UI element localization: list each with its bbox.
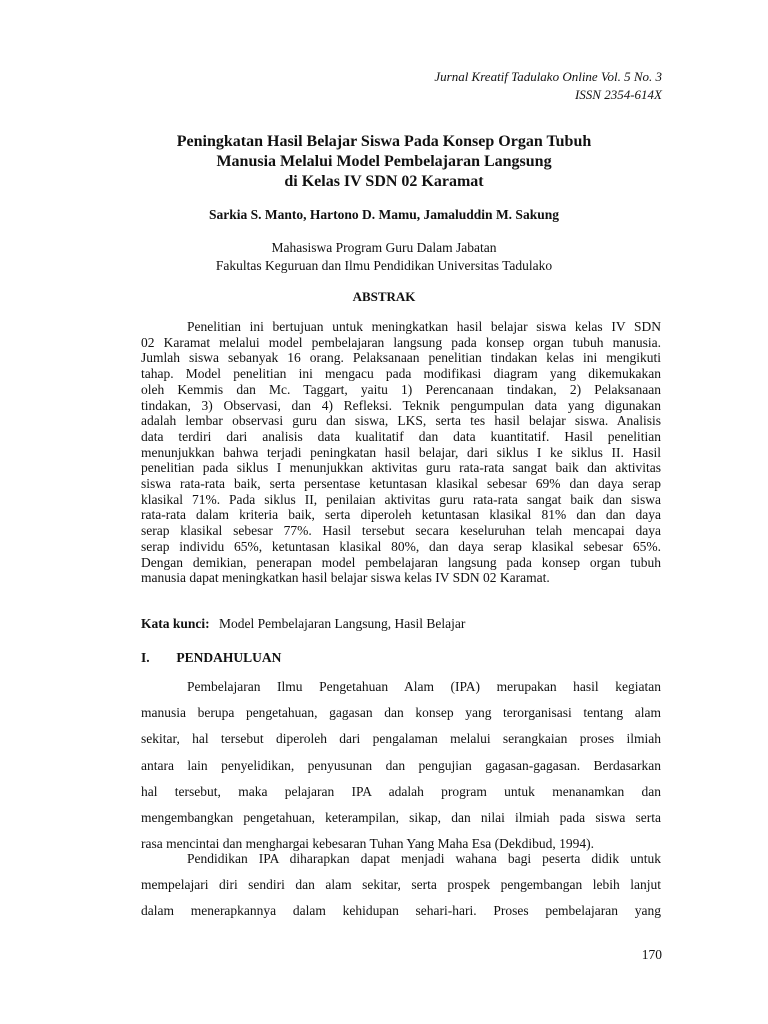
abstract-line: Dengan demikian, penerapan model pembelajaran langsung pada konsep organ tubuh bbox=[141, 554, 661, 570]
abstract-line: data terdiri dari analisis data kualitatif dan data kuantitatif. Hasil penelitian bbox=[141, 428, 661, 444]
paragraph-line: mempelajari diri sendiri dan alam sekitar, serta prospek pengembangan lebih lanjut bbox=[141, 877, 661, 893]
abstract-line: manusia dapat meningkatkan hasil belajar siswa kelas IV SDN 02 Karamat. bbox=[141, 570, 550, 586]
abstract-heading: ABSTRAK bbox=[352, 289, 416, 304]
abstract-line: penelitian pada siklus I menunjukkan aktivitas guru rata-rata sangat baik dan aktivitas bbox=[141, 460, 661, 476]
abstract-body bbox=[141, 319, 661, 586]
title-line-2: Manusia Melalui Model Pembelajaran Langsung bbox=[216, 153, 552, 170]
section-title: PENDAHULUAN bbox=[176, 650, 282, 665]
journal-issn: ISSN 2354-614X bbox=[574, 87, 662, 102]
abstract-line: Jumlah siswa sebanyak 16 orang. Pelaksanaan penelitian tindakan kelas ini mengikuti bbox=[141, 350, 661, 366]
keywords-value: Model Pembelajaran Langsung, Hasil Belajar bbox=[219, 616, 466, 631]
paragraph-line: Pendidikan IPA diharapkan dapat menjadi wahana bagi peserta didik untuk bbox=[187, 851, 661, 866]
affiliation-line-1: Mahasiswa Program Guru Dalam Jabatan bbox=[271, 240, 497, 255]
abstract-line: menunjukkan bahwa terjadi peningkatan hasil belajar, dari siklus I ke siklus II. Hasil bbox=[141, 444, 661, 460]
paragraph-line: hal tersebut, maka pelajaran IPA adalah program untuk menanamkan dan bbox=[141, 783, 661, 799]
title-line-1: Peningkatan Hasil Belajar Siswa Pada Konsep Organ Tubuh bbox=[176, 133, 592, 150]
abstract-line: Penelitian ini bertujuan untuk meningkatkan hasil belajar siswa kelas IV SDN bbox=[187, 319, 661, 334]
abstract-line: 02 Karamat melalui model pembelajaran langsung pada konsep organ tubuh manusia. bbox=[141, 334, 661, 350]
abstract-line: tindakan, 3) Observasi, dan 4) Refleksi. Teknik pengumpulan data yang digunakan bbox=[141, 397, 661, 413]
abstract-line: adalah lembar observasi guru dan siswa, LKS, serta tes hasil belajar siswa. Analisis bbox=[141, 413, 661, 429]
paragraph-line: mengembangkan pengetahuan, keterampilan, sikap, dan nilai ilmiah pada siswa serta bbox=[141, 810, 661, 826]
abstract-line: rata-rata dalam kriteria baik, serta diperoleh ketuntasan klasikal 81% dan dan daya bbox=[141, 507, 661, 523]
title-line-3: di Kelas IV SDN 02 Karamat bbox=[284, 173, 484, 190]
keywords-label: Kata kunci: bbox=[141, 616, 210, 631]
paragraph-line: rasa mencintai dan menghargai kebesaran Tuhan Yang Maha Esa (Dekdibud, 1994). bbox=[141, 836, 595, 852]
paragraph-line: dalam menerapkannya dalam kehidupan sehari-hari. Proses pembelajaran yang bbox=[141, 903, 661, 919]
abstract-line: siswa rata-rata baik, serta persentase ketuntasan klasikal sebesar 69% dan daya serap bbox=[141, 476, 661, 492]
affiliation-line-2: Fakultas Keguruan dan Ilmu Pendidikan Universitas Tadulako bbox=[215, 258, 553, 273]
intro-paragraph-1 bbox=[141, 674, 661, 857]
abstract-line: klasikal 71%. Pada siklus II, penilaian aktivitas guru rata-rata sangat baik dan siswa bbox=[141, 491, 661, 507]
paragraph-line: manusia berupa pengetahuan, gagasan dan konsep yang terorganisasi tentang alam bbox=[141, 705, 661, 721]
paper-title bbox=[0, 132, 768, 192]
paragraph-line: Pembelajaran Ilmu Pengetahuan Alam (IPA) merupakan hasil kegiatan bbox=[187, 679, 661, 694]
abstract-line: serap klasikal sebesar 77%. Hasil tersebut secara keseluruhan telah mencapai daya bbox=[141, 523, 661, 539]
abstract-line: tahap. Model penelitian ini mengacu pada modifikasi diagram yang dikemukakan bbox=[141, 366, 661, 382]
section-heading bbox=[141, 650, 281, 666]
page-number: 170 bbox=[641, 947, 662, 962]
intro-paragraph-2 bbox=[141, 846, 661, 925]
section-number: I. bbox=[141, 650, 150, 665]
journal-name: Jurnal Kreatif Tadulako Online Vol. 5 No. 3 bbox=[434, 69, 662, 84]
abstract-line: oleh Kemmis dan Mc. Taggart, yaitu 1) Perencanaan tindakan, 2) Pelaksanaan bbox=[141, 381, 661, 397]
paragraph-line: sekitar, hal tersebut diperoleh dari pengalaman melalui serangkaian proses ilmiah bbox=[141, 731, 661, 747]
journal-header bbox=[434, 68, 662, 104]
keywords bbox=[141, 616, 465, 632]
affiliation bbox=[0, 239, 768, 275]
paragraph-line: antara lain penyelidikan, penyusunan dan pengujian gagasan-gagasan. Berdasarkan bbox=[141, 757, 661, 773]
author-list: Sarkia S. Manto, Hartono D. Mamu, Jamaluddin M. Sakung bbox=[209, 207, 559, 222]
abstract-line: serap individu 65%, ketuntasan klasikal 80%, dan daya serap klasikal sebesar 65%. bbox=[141, 538, 661, 554]
